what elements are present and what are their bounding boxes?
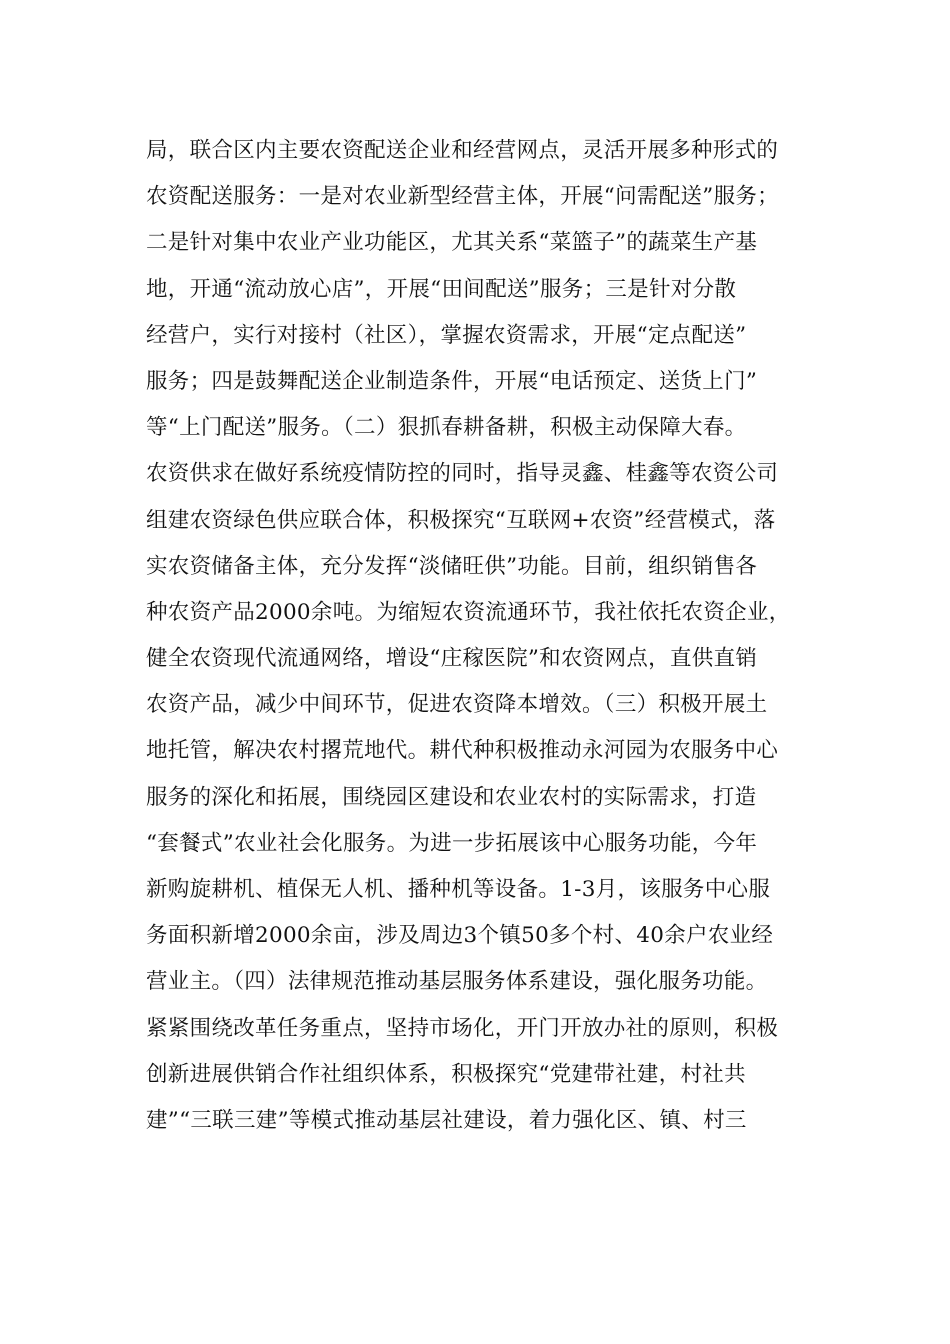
text-line: 服务；四是鼓舞配送企业制造条件，开展“电话预定、送货上门” <box>146 368 758 394</box>
text-line: 农资供求在做好系统疫情防控的同时，指导灵鑫、桂鑫等农资公司 <box>146 461 779 487</box>
text-line: 创新进展供销合作社组织体系，积极探究“党建带社建，村社共 <box>146 1061 746 1087</box>
text-line: 实农资储备主体，充分发挥“淡储旺供”功能。目前，组织销售各 <box>146 553 758 579</box>
text-line: 紧紧围绕改革任务重点，坚持市场化，开门开放办社的原则，积极 <box>146 1015 779 1041</box>
text-line: 等“上门配送”服务。（二）狠抓春耕备耕，积极主动保障大春。 <box>146 415 747 441</box>
text-line: “套餐式”农业社会化服务。为进一步拓展该中心服务功能，今年 <box>146 830 758 856</box>
text-line: 二是针对集中农业产业功能区，尤其关系“菜篮子”的蔬菜生产基 <box>146 230 758 256</box>
text-line: 营业主。（四）法律规范推动基层服务体系建设，强化服务功能。 <box>146 969 768 995</box>
text-line: 地托管，解决农村撂荒地代。耕代种积极推动永河园为农服务中心 <box>146 738 779 764</box>
text-line: 农资配送服务：一是对农业新型经营主体，开展“问需配送”服务； <box>146 184 779 210</box>
text-line: 地，开通“流动放心店”，开展“田间配送”服务；三是针对分散 <box>146 276 737 302</box>
text-line: 新购旋耕机、植保无人机、播种机等设备。1-3月，该服务中心服 <box>146 877 771 902</box>
text-line: 局，联合区内主要农资配送企业和经营网点，灵活开展多种形式的 <box>146 138 779 163</box>
text-line: 组建农资绿色供应联合体，积极探究“互联网+农资”经营模式，落 <box>146 507 776 533</box>
text-line: 农资产品，减少中间环节，促进农资降本增效。（三）积极开展土 <box>146 692 768 718</box>
text-line: 建”“三联三建”等模式推动基层社建设，着力强化区、镇、村三 <box>146 1107 747 1133</box>
text-line: 务面积新增2000余亩，涉及周边3个镇50多个村、40余户农业经 <box>146 923 774 949</box>
text-line: 种农资产品2000余吨。为缩短农资流通环节，我社依托农资企业， <box>146 599 791 625</box>
text-line: 服务的深化和拓展，围绕园区建设和农业农村的实际需求，打造 <box>146 784 757 810</box>
body-paragraph <box>146 128 826 1144</box>
text-line: 经营户，实行对接村（社区），掌握农资需求，开展“定点配送” <box>146 322 747 348</box>
text-line: 健全农资现代流通网络，增设“庄稼医院”和农资网点，直供直销 <box>146 646 758 672</box>
